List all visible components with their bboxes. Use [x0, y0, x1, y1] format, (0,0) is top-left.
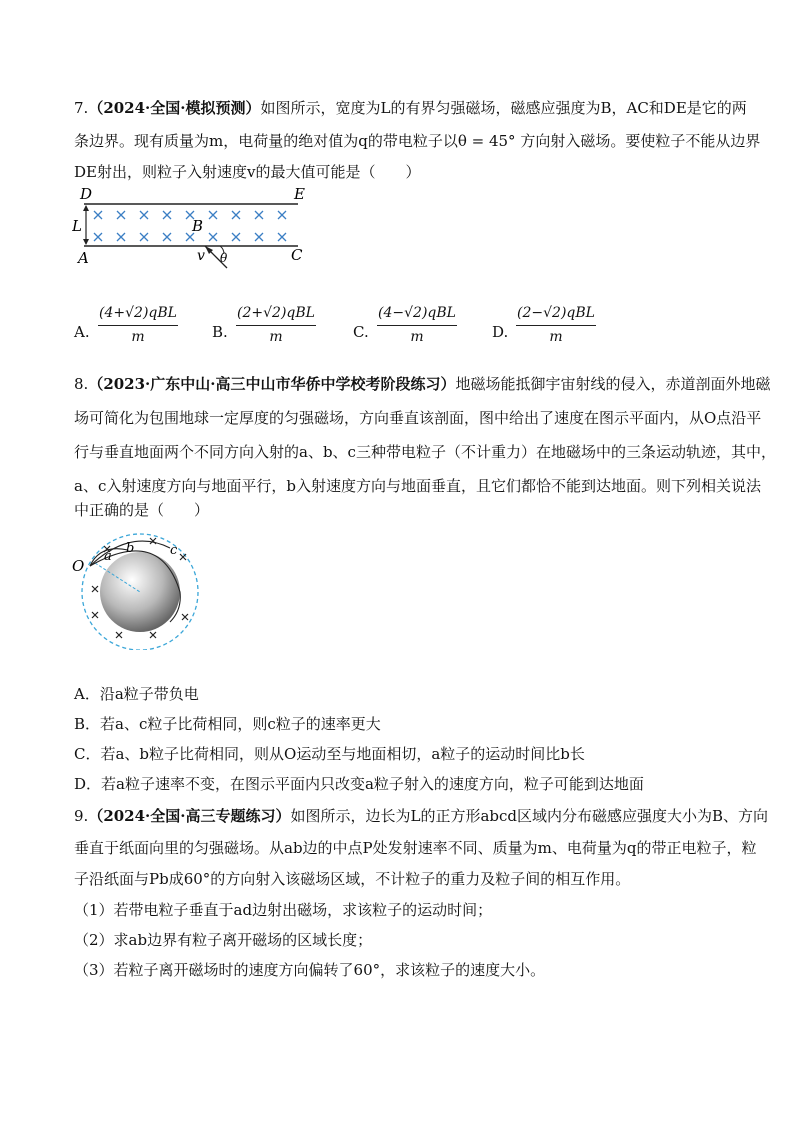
label-theta: θ — [220, 251, 228, 265]
q9-line1 — [74, 806, 769, 826]
q8-line4: a、c入射速度方向与地面平行，b入射速度方向与地面垂直，且它们都恰不能到达地面。则下列相关说法 — [74, 477, 761, 495]
field-cross-icon — [163, 233, 171, 241]
label-L: L — [72, 217, 82, 235]
label-B: B — [192, 217, 204, 235]
q7-options — [74, 303, 754, 351]
q8-text-1: 地磁场能抵御宇宙射线的侵入，赤道剖面外地磁 — [455, 375, 771, 393]
q7-text-1: 如图所示，宽度为L的有界匀强磁场，磁感应强度为B，AC和DE是它的两 — [260, 99, 747, 117]
q9-sub2: （2）求ab边界有粒子离开磁场的区域长度； — [74, 931, 373, 949]
option-label: C. — [353, 323, 369, 341]
q8-line3: 行与垂直地面两个不同方向入射的a、b、c三种带电粒子（不计重力）在地磁场中的三条运动轨迹，其中， — [74, 443, 776, 461]
option-fraction: (4+√2)qBL m — [99, 305, 177, 345]
field-crosses — [94, 211, 286, 241]
q8-number: 8. — [74, 375, 89, 393]
label-C: C — [291, 246, 303, 264]
q9-sub3: （3）若粒子离开磁场时的速度方向偏转了60°，求该粒子的速度大小。 — [74, 961, 546, 979]
q7-line2: 条边界。现有质量为m，电荷量的绝对值为q的带电粒子以θ = 45° 方向射入磁场。要使粒子不能从边界 — [74, 132, 761, 150]
label-c: c — [170, 543, 178, 558]
q9-number: 9. — [74, 807, 89, 825]
q8-option-b[interactable]: B．若a、c粒子比荷相同，则c粒子的速率更大 — [74, 715, 381, 733]
label-a: a — [104, 549, 112, 564]
q8-line2: 场可简化为包围地球一定厚度的匀强磁场，方向垂直该剖面，图中给出了速度在图示平面内，从O点沿平 — [74, 409, 762, 427]
option-label: D. — [492, 323, 509, 341]
q7-figure — [72, 184, 312, 270]
option-fraction: (2+√2)qBL m — [237, 305, 315, 345]
q9-text-1: 如图所示，边长为L的正方形abcd区域内分布磁感应强度大小为B、方向 — [290, 807, 769, 825]
field-cross-icon — [117, 233, 125, 241]
q8-option-a[interactable]: A．沿a粒子带负电 — [74, 685, 199, 703]
field-cross-icon — [255, 211, 263, 219]
option-label: B. — [212, 323, 228, 341]
q9-line3: 子沿纸面与Pb成60°的方向射入该磁场区域，不计粒子的重力及粒子间的相互作用。 — [74, 870, 631, 888]
q8-line1 — [74, 374, 771, 394]
field-cross-icon — [209, 211, 217, 219]
q8-figure — [70, 530, 210, 650]
field-cross-icon — [232, 233, 240, 241]
q7-number: 7. — [74, 99, 89, 117]
label-O: O — [72, 557, 85, 575]
q8-option-c[interactable]: C．若a、b粒子比荷相同，则从O运动至与地面相切，a粒子的运动时间比b长 — [74, 745, 585, 763]
q7-line1 — [74, 98, 747, 118]
field-cross-icon — [232, 211, 240, 219]
field-cross-icon — [94, 211, 102, 219]
q9-source: （2024·全国·高三专题练习） — [88, 807, 291, 825]
label-b: b — [126, 541, 135, 556]
field-cross-icon — [209, 233, 217, 241]
option-fraction: (4−√2)qBL m — [378, 305, 456, 345]
label-v: v — [197, 248, 205, 264]
q8-line5: 中正确的是（ ） — [74, 501, 210, 519]
field-cross-icon — [255, 233, 263, 241]
field-cross-icon — [278, 233, 286, 241]
field-cross-icon — [278, 211, 286, 219]
label-D: D — [80, 185, 93, 203]
label-E: E — [294, 185, 305, 203]
option-fraction: (2−√2)qBL m — [517, 305, 595, 345]
q9-line2: 垂直于纸面向里的匀强磁场。从ab边的中点P处发射速率不同、质量为m、电荷量为q的带正电粒子，粒 — [74, 839, 757, 857]
field-cross-icon — [140, 233, 148, 241]
field-cross-icon — [140, 211, 148, 219]
q7-line3: DE射出，则粒子入射速度v的最大值可能是（ ） — [74, 163, 421, 181]
q8-source: （2023·广东中山·高三中山市华侨中学校考阶段练习） — [88, 375, 456, 393]
field-cross-icon — [163, 211, 171, 219]
option-label: A. — [74, 323, 90, 341]
field-cross-icon — [117, 211, 125, 219]
q9-sub1: （1）若带电粒子垂直于ad边射出磁场，求该粒子的运动时间； — [74, 901, 493, 919]
q8-option-d[interactable]: D．若a粒子速率不变，在图示平面内只改变a粒子射入的速度方向，粒子可能到达地面 — [74, 775, 644, 793]
q7-source: （2024·全国·模拟预测） — [88, 99, 261, 117]
label-A: A — [78, 249, 89, 267]
field-cross-icon — [94, 233, 102, 241]
